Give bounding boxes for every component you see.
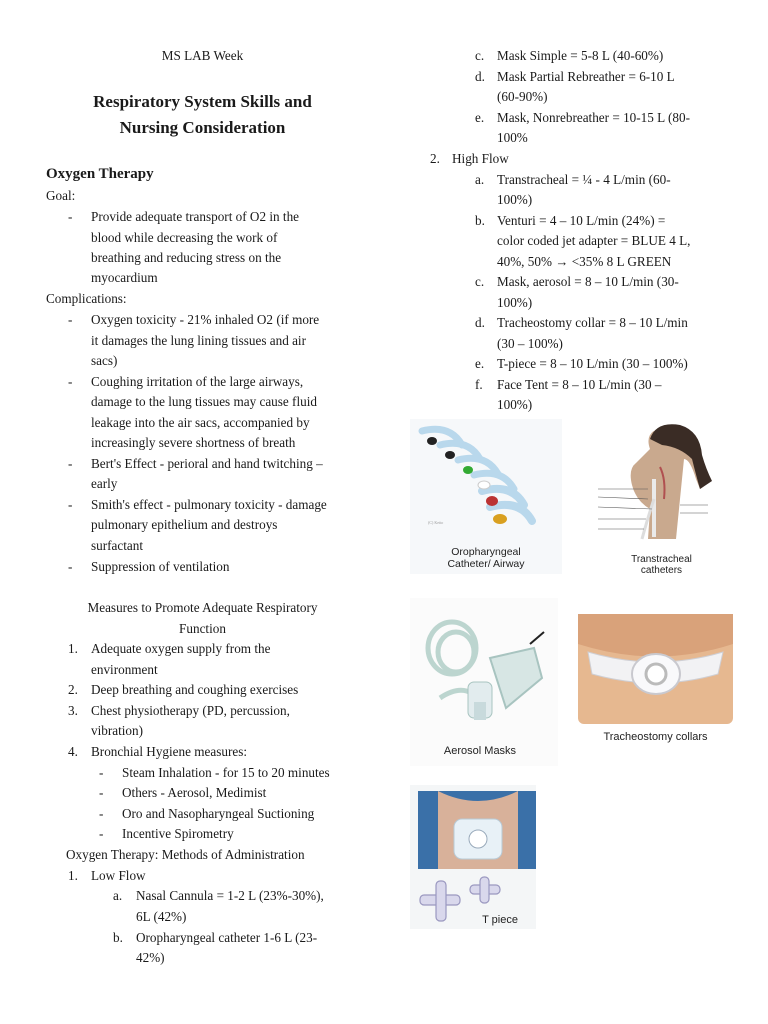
high-flow-line: 100%) — [497, 295, 533, 310]
complication-line: damage to the lung tissues may cause fluid — [91, 394, 317, 409]
low-flow-line: Mask Simple = 5-8 L (40-60%) — [497, 48, 664, 63]
bullet-dash: - — [99, 765, 104, 780]
figure-caption: Tracheostomy collars — [603, 731, 708, 743]
aerosol-mask-illustration — [410, 598, 558, 738]
list-letter: e. — [475, 110, 485, 125]
bullet-dash: - — [68, 312, 73, 327]
course-label: MS LAB Week — [161, 48, 244, 63]
page-title-line-1: Respiratory System Skills and — [93, 92, 312, 111]
low-flow-line: 6L (42%) — [136, 909, 187, 924]
high-flow-line: Face Tent = 8 – 10 L/min (30 – — [497, 377, 662, 392]
high-flow-line: Tracheostomy collar = 8 – 10 L/min — [497, 315, 688, 330]
list-number: 2. — [430, 151, 440, 166]
figure-caption — [588, 554, 735, 576]
methods-heading: Oxygen Therapy: Methods of Administration — [66, 847, 305, 862]
measure-line: vibration) — [91, 723, 144, 738]
hygiene-item: Oro and Nasopharyngeal Suctioning — [122, 806, 315, 821]
tracheostomy-collar-figure — [568, 604, 743, 751]
figure-caption — [410, 546, 562, 570]
high-flow-line: Venturi = 4 – 10 L/min (24%) = — [497, 213, 666, 228]
complications-label: Complications: — [46, 291, 127, 306]
low-flow-line: Nasal Cannula = 1-2 L (23%-30%), — [136, 888, 324, 903]
list-number: 1. — [68, 641, 78, 656]
list-letter: d. — [475, 69, 485, 84]
caption-line: Oropharyngeal — [451, 546, 521, 558]
complication-line: increasingly severe shortness of breath — [91, 435, 296, 450]
complication-line: Coughing irritation of the large airways, — [91, 374, 304, 389]
low-flow-line: 42%) — [136, 950, 165, 965]
list-letter: d. — [475, 315, 485, 330]
list-letter: c. — [475, 274, 485, 289]
complication-line: Suppression of ventilation — [91, 559, 230, 574]
complication-line: Bert's Effect - perioral and hand twitching – — [91, 456, 323, 471]
list-number: 1. — [68, 868, 78, 883]
complication-line: pulmonary epithelium and destroys — [91, 517, 278, 532]
complication-line: surfactant — [91, 538, 143, 553]
high-flow-line: 100%) — [497, 397, 533, 412]
measures-heading-line-2: Function — [179, 621, 226, 636]
list-number: 3. — [68, 703, 78, 718]
low-flow-line: Mask Partial Rebreather = 6-10 L — [497, 69, 675, 84]
transtracheal-catheter-figure — [588, 419, 735, 580]
list-letter: e. — [475, 356, 485, 371]
complication-line: Oxygen toxicity - 21% inhaled O2 (if more — [91, 312, 320, 327]
high-flow-line: Mask, aerosol = 8 – 10 L/min (30- — [497, 274, 679, 289]
list-number: 2. — [68, 682, 78, 697]
high-flow-line: Transtracheal = ¼ - 4 L/min (60- — [497, 172, 671, 187]
goal-line: Provide adequate transport of O2 in the — [91, 209, 300, 224]
page-title-line-2: Nursing Consideration — [119, 118, 286, 137]
caption-line: Transtracheal — [631, 554, 692, 565]
low-flow-line: Mask, Nonrebreather = 10-15 L (80- — [497, 110, 690, 125]
list-letter: a. — [475, 172, 485, 187]
low-flow-line: Oropharyngeal catheter 1-6 L (23- — [136, 930, 318, 945]
bullet-dash: - — [68, 559, 73, 574]
high-flow-label: High Flow — [452, 151, 509, 166]
goal-label: Goal: — [46, 188, 76, 203]
high-flow-line: 100%) — [497, 192, 533, 207]
bullet-dash: - — [68, 209, 73, 224]
goal-line: myocardium — [91, 270, 158, 285]
neck-photo — [578, 614, 733, 724]
list-letter: b. — [113, 930, 123, 945]
oropharyngeal-airway-figure — [410, 419, 562, 574]
figure-caption: Aerosol Masks — [443, 745, 517, 757]
high-flow-line: T-piece = 8 – 10 L/min (30 – 100%) — [497, 356, 688, 371]
list-letter: b. — [475, 213, 485, 228]
section-heading-oxygen-therapy: Oxygen Therapy — [46, 166, 154, 182]
goal-line: blood while decreasing the work of — [91, 230, 278, 245]
measure-line: Chest physiotherapy (PD, percussion, — [91, 703, 290, 718]
head-illustration — [588, 419, 735, 554]
complication-line: sacs) — [91, 353, 118, 368]
measure-line: environment — [91, 662, 158, 677]
hygiene-item: Others - Aerosol, Medimist — [122, 785, 267, 800]
t-piece-figure — [410, 785, 536, 929]
measures-heading-line-1: Measures to Promote Adequate Respiratory — [87, 600, 318, 615]
caption-line: Catheter/ Airway — [447, 558, 525, 570]
aerosol-mask-figure — [410, 598, 558, 766]
low-flow-line: 100% — [497, 130, 528, 145]
measure-line: Deep breathing and coughing exercises — [91, 682, 299, 697]
list-letter: c. — [475, 48, 485, 63]
svg-text:(C) Ketto: (C) Ketto — [428, 520, 444, 525]
high-flow-line: color coded jet adapter = BLUE 4 L, — [497, 233, 691, 248]
complication-line: leakage into the air sacs, accompanied by — [91, 415, 310, 430]
bullet-dash: - — [99, 785, 104, 800]
bullet-dash: - — [68, 497, 73, 512]
complication-line: early — [91, 476, 118, 491]
figure-caption: T piece — [482, 914, 518, 926]
list-letter: a. — [113, 888, 123, 903]
hygiene-item: Incentive Spirometry — [122, 826, 234, 841]
hygiene-item: Steam Inhalation - for 15 to 20 minutes — [122, 765, 330, 780]
caption-line: catheters — [640, 565, 683, 576]
high-flow-line: 40%, 50% → <35% 8 L GREEN — [497, 254, 672, 269]
measure-line: Adequate oxygen supply from the — [91, 641, 271, 656]
list-letter: f. — [475, 377, 483, 392]
tracheostomy-illustration — [578, 614, 733, 724]
bullet-dash: - — [99, 806, 104, 821]
measure-line: Bronchial Hygiene measures: — [91, 744, 248, 759]
high-flow-line: (30 – 100%) — [497, 336, 563, 351]
list-number: 4. — [68, 744, 78, 759]
bullet-dash: - — [99, 826, 104, 841]
bullet-dash: - — [68, 456, 73, 471]
patient-photo — [418, 791, 536, 869]
low-flow-label: Low Flow — [91, 868, 146, 883]
goal-line: breathing and reducing stress on the — [91, 250, 282, 265]
complication-line: it damages the lung lining tissues and air — [91, 333, 306, 348]
low-flow-line: (60-90%) — [497, 89, 548, 104]
patient-illustration — [418, 791, 536, 869]
bullet-dash: - — [68, 374, 73, 389]
complication-line: Smith's effect - pulmonary toxicity - damage — [91, 497, 327, 512]
